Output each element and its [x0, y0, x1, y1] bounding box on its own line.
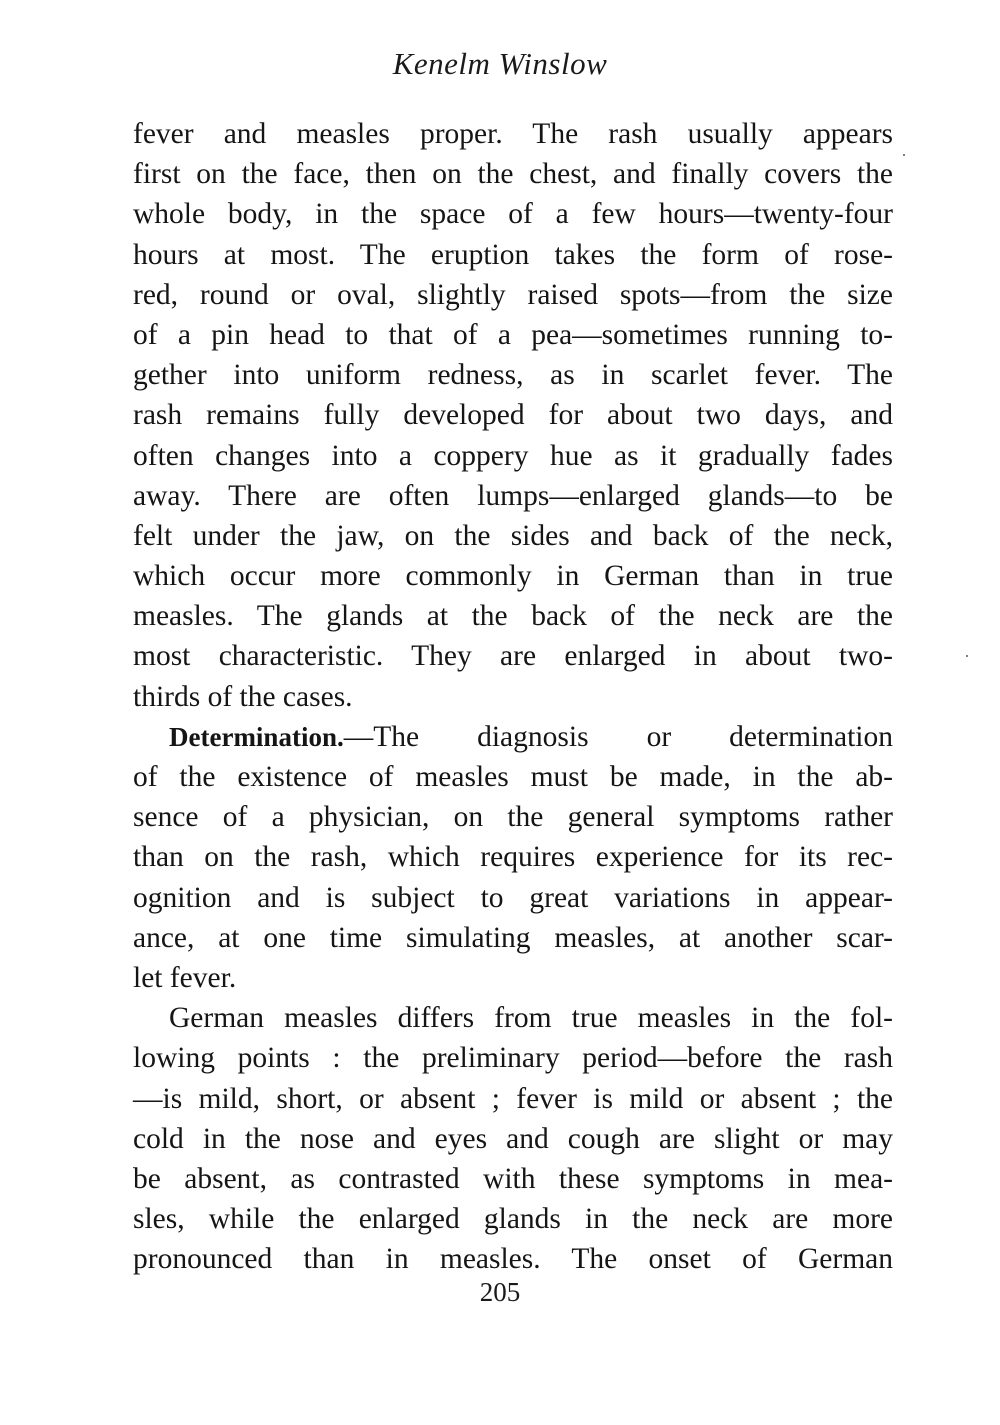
text-line: most characteristic. They are enlarged in about two-	[133, 640, 893, 673]
text-line: ance, at one time simulating measles, at another scar-	[133, 921, 893, 954]
text-line: fever and measles proper. The rash usually appears	[133, 118, 893, 150]
text-line: sles, while the enlarged glands in the neck are more	[133, 1203, 893, 1236]
scan-speck	[966, 655, 968, 657]
text-line: —is mild, short, or absent ; fever is mild or absent ; the	[133, 1082, 893, 1115]
text-line: hours at most. The eruption takes the form of rose-	[133, 238, 893, 271]
running-head-author: Kenelm Winslow	[392, 46, 608, 81]
text-line: lowing points : the preliminary period—before the rash	[133, 1042, 893, 1075]
text-line: thirds of the cases.	[133, 680, 353, 713]
text-line: ognition and is subject to great variations in appear-	[133, 881, 893, 914]
text-line: often changes into a coppery hue as it gradually fades	[133, 439, 893, 472]
text-line: be absent, as contrasted with these symptoms in mea-	[133, 1162, 893, 1195]
text-line: than on the rash, which requires experience for its rec-	[133, 841, 893, 874]
page-number: 205	[479, 1277, 521, 1307]
text-line: gether into uniform redness, as in scarlet fever. The	[133, 359, 893, 392]
text-line: whole body, in the space of a few hours—twenty-four	[133, 198, 893, 231]
text-line: of the existence of measles must be made, in the ab-	[133, 761, 893, 793]
text-line: which occur more commonly in German than in true	[133, 560, 893, 593]
body-text	[133, 114, 893, 1279]
text-line-rest: —The diagnosis or determination	[343, 720, 893, 753]
text-line: let fever.	[133, 961, 237, 994]
run-in-heading: Determination.	[169, 721, 344, 752]
text-line: rash remains fully developed for about two days, and	[133, 399, 893, 432]
text-line: cold in the nose and eyes and cough are slight or may	[133, 1122, 893, 1155]
text-line: first on the face, then on the chest, and finally covers the	[133, 158, 893, 191]
text-line: pronounced than in measles. The onset of German	[133, 1243, 893, 1276]
text-line: red, round or oval, slightly raised spots—from the size	[133, 278, 893, 311]
text-line: sence of a physician, on the general symptoms rather	[133, 801, 893, 834]
text-line: away. There are often lumps—enlarged glands—to be	[133, 479, 893, 512]
paragraph-first-line	[133, 717, 893, 757]
scan-speck	[903, 154, 905, 156]
text-line: felt under the jaw, on the sides and back of the neck,	[133, 519, 893, 552]
paragraph-first-line: German measles differs from true measles in the fol-	[169, 1002, 893, 1035]
text-line: of a pin head to that of a pea—sometimes running to-	[133, 318, 893, 351]
text-line: measles. The glands at the back of the neck are the	[133, 600, 893, 633]
